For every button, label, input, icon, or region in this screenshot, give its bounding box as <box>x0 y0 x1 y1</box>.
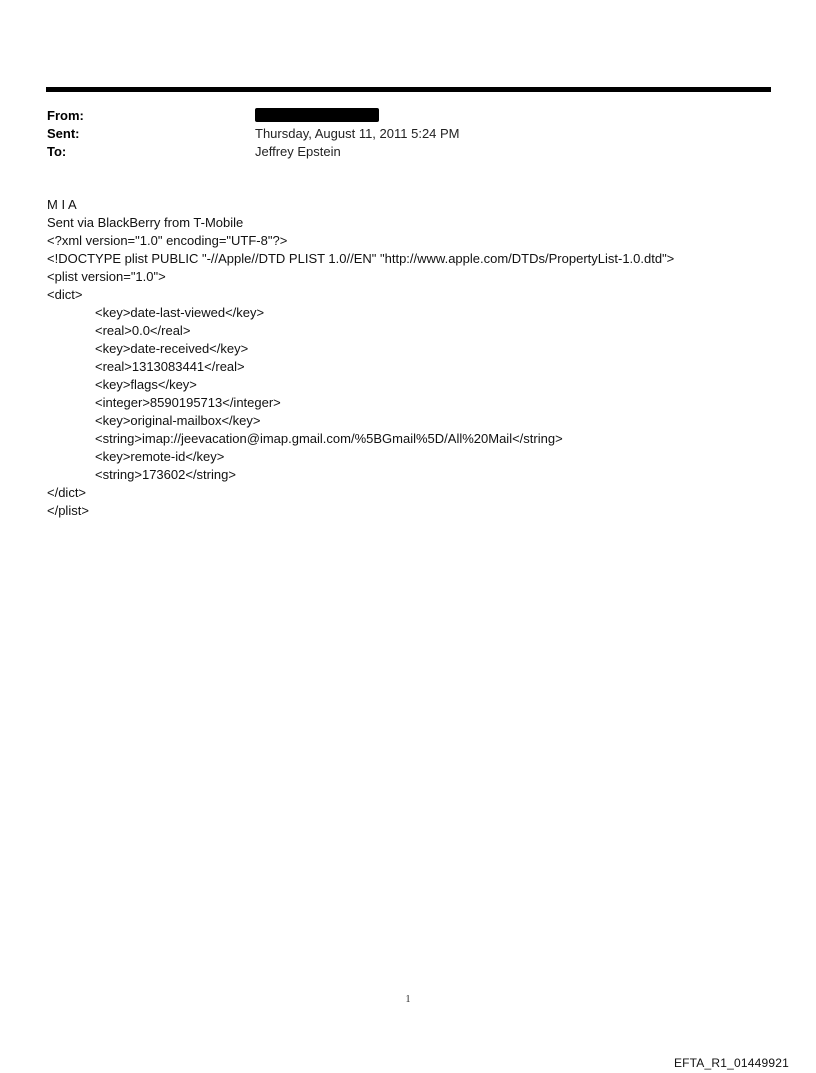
body-line: <key>remote-id</key> <box>95 449 225 464</box>
body-line: </plist> <box>47 503 89 518</box>
from-value <box>255 107 379 125</box>
from-row <box>47 107 747 125</box>
body-line: <integer>8590195713</integer> <box>95 395 281 410</box>
body-line: <real>1313083441</real> <box>95 359 245 374</box>
sent-label: Sent: <box>47 126 80 141</box>
body-line: <plist version="1.0"> <box>47 269 166 284</box>
body-line: <string>imap://jeevacation@imap.gmail.com/%5BGmail%5D/All%20Mail</string> <box>95 431 563 446</box>
body-line: M I A <box>47 197 77 212</box>
body-line: Sent via BlackBerry from T-Mobile <box>47 215 244 230</box>
sent-value: Thursday, August 11, 2011 5:24 PM <box>255 126 460 141</box>
body-line: </dict> <box>47 485 87 500</box>
body-line: <string>173602</string> <box>95 467 236 482</box>
body-line: <key>date-received</key> <box>95 341 249 356</box>
redaction-bar <box>255 108 379 122</box>
to-value: Jeffrey Epstein <box>255 144 341 159</box>
body-line: <key>date-last-viewed</key> <box>95 305 265 320</box>
to-label: To: <box>47 144 67 159</box>
body-line: <dict> <box>47 287 83 302</box>
bates-number: EFTA_R1_01449921 <box>673 1056 789 1070</box>
body-line: <key>original-mailbox</key> <box>95 413 261 428</box>
page-number: 1 <box>405 994 411 1005</box>
body-line: <?xml version="1.0" encoding="UTF-8"?> <box>47 233 288 248</box>
body-line: <real>0.0</real> <box>95 323 191 338</box>
from-label: From: <box>47 108 84 123</box>
header-rule <box>46 87 771 92</box>
email-body <box>47 196 787 520</box>
body-line: <!DOCTYPE plist PUBLIC "-//Apple//DTD PLIST 1.0//EN" "http://www.apple.com/DTDs/PropertyList-1.0.dtd"> <box>47 251 675 266</box>
sent-row <box>47 125 747 143</box>
body-line: <key>flags</key> <box>95 377 197 392</box>
to-row <box>47 143 747 161</box>
email-header <box>47 107 747 161</box>
